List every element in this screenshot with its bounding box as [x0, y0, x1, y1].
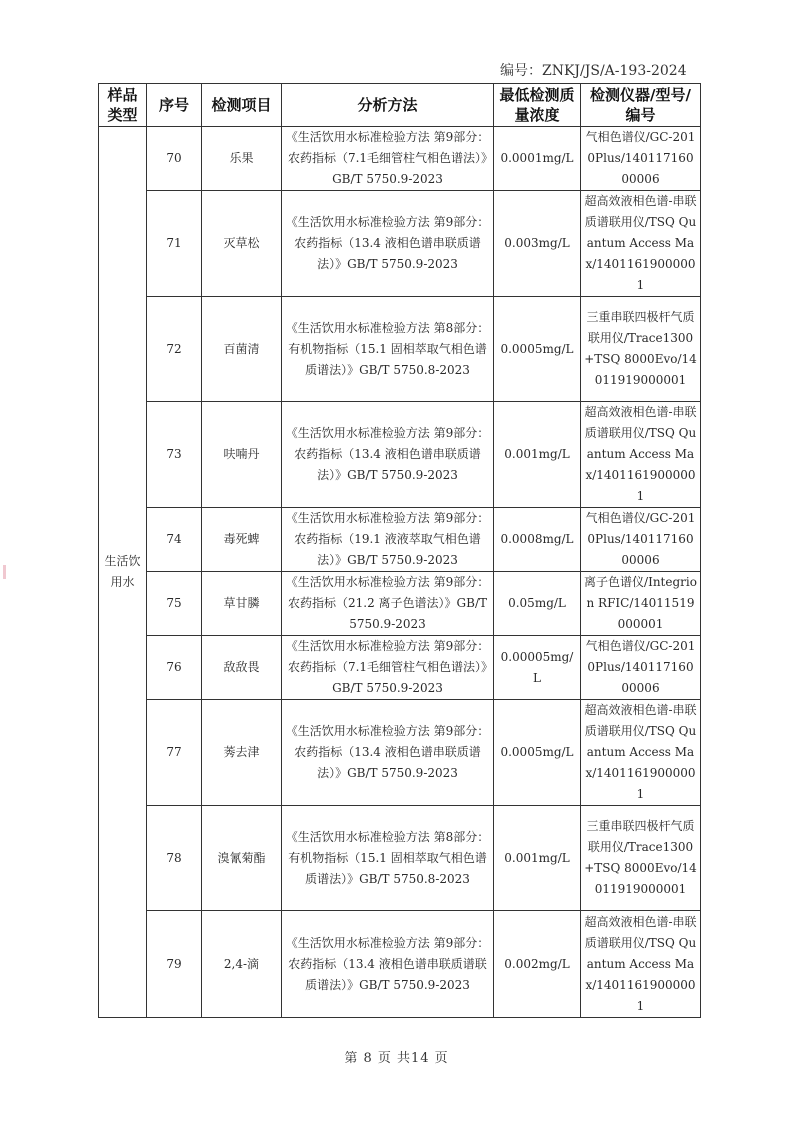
row-instrument: 超高效液相色谱-串联质谱联用仪/TSQ Quantum Access Max/14011619000001	[581, 700, 701, 806]
row-index: 71	[147, 191, 202, 297]
table-row	[99, 572, 701, 636]
table-row	[99, 297, 701, 402]
row-min-conc: 0.001mg/L	[494, 806, 581, 911]
row-item: 呋喃丹	[202, 402, 282, 508]
table-row	[99, 636, 701, 700]
row-min-conc: 0.001mg/L	[494, 402, 581, 508]
row-min-conc: 0.0008mg/L	[494, 508, 581, 572]
row-index: 73	[147, 402, 202, 508]
row-method: 《生活饮用水标准检验方法 第9部分：农药指标（13.4 液相色谱串联质谱法）》GB/T 5750.9-2023	[282, 700, 494, 806]
row-item: 溴氰菊酯	[202, 806, 282, 911]
row-index: 77	[147, 700, 202, 806]
row-method: 《生活饮用水标准检验方法 第9部分：农药指标（21.2 离子色谱法）》GB/T 5750.9-2023	[282, 572, 494, 636]
header-index: 序号	[147, 84, 202, 127]
table-row	[99, 911, 701, 1018]
row-min-conc: 0.0001mg/L	[494, 127, 581, 191]
scan-artifact	[3, 565, 6, 579]
table-row	[99, 700, 701, 806]
row-index: 79	[147, 911, 202, 1018]
row-method: 《生活饮用水标准检验方法 第8部分：有机物指标（15.1 固相萃取气相色谱质谱法）》GB/T 5750.8-2023	[282, 297, 494, 402]
table-row	[99, 806, 701, 911]
row-instrument: 三重串联四极杆气质联用仪/Trace1300+TSQ 8000Evo/14011919000001	[581, 806, 701, 911]
row-item: 百菌清	[202, 297, 282, 402]
header-row	[99, 84, 701, 127]
header-item: 检测项目	[202, 84, 282, 127]
row-item: 2,4-滴	[202, 911, 282, 1018]
table-row	[99, 402, 701, 508]
row-method: 《生活饮用水标准检验方法 第9部分：农药指标（19.1 液液萃取气相色谱法）》GB/T 5750.9-2023	[282, 508, 494, 572]
row-method: 《生活饮用水标准检验方法 第8部分：有机物指标（15.1 固相萃取气相色谱质谱法）》GB/T 5750.8-2023	[282, 806, 494, 911]
row-item: 敌敌畏	[202, 636, 282, 700]
row-instrument: 超高效液相色谱-串联质谱联用仪/TSQ Quantum Access Max/14011619000001	[581, 911, 701, 1018]
row-method: 《生活饮用水标准检验方法 第9部分：农药指标（7.1毛细管柱气相色谱法）》GB/T 5750.9-2023	[282, 636, 494, 700]
row-index: 75	[147, 572, 202, 636]
row-instrument: 三重串联四极杆气质联用仪/Trace1300+TSQ 8000Evo/14011919000001	[581, 297, 701, 402]
row-method: 《生活饮用水标准检验方法 第9部分：农药指标（13.4 液相色谱串联质谱法）》GB/T 5750.9-2023	[282, 402, 494, 508]
row-instrument: 超高效液相色谱-串联质谱联用仪/TSQ Quantum Access Max/14011619000001	[581, 402, 701, 508]
row-instrument: 气相色谱仪/GC-2010Plus/14011716000006	[581, 636, 701, 700]
row-min-conc: 0.002mg/L	[494, 911, 581, 1018]
header-method: 分析方法	[282, 84, 494, 127]
test-methods-table	[98, 83, 701, 1018]
row-item: 草甘膦	[202, 572, 282, 636]
row-min-conc: 0.00005mg/L	[494, 636, 581, 700]
row-min-conc: 0.0005mg/L	[494, 700, 581, 806]
row-min-conc: 0.05mg/L	[494, 572, 581, 636]
row-item: 灭草松	[202, 191, 282, 297]
row-method: 《生活饮用水标准检验方法 第9部分：农药指标（7.1毛细管柱气相色谱法）》GB/T 5750.9-2023	[282, 127, 494, 191]
header-sample-type: 样品类型	[99, 84, 147, 127]
sample-type-cell: 生活饮用水	[99, 127, 147, 1018]
row-instrument: 气相色谱仪/GC-2010Plus/14011716000006	[581, 508, 701, 572]
row-method: 《生活饮用水标准检验方法 第9部分：农药指标（13.4 液相色谱串联质谱联质谱法）》GB/T 5750.9-2023	[282, 911, 494, 1018]
row-item: 毒死蜱	[202, 508, 282, 572]
header-instrument: 检测仪器/型号/编号	[581, 84, 701, 127]
table-row	[99, 127, 701, 191]
row-item: 乐果	[202, 127, 282, 191]
document-code: 编号：ZNKJ/JS/A-193-2024	[500, 63, 687, 79]
row-item: 莠去津	[202, 700, 282, 806]
row-min-conc: 0.0005mg/L	[494, 297, 581, 402]
row-instrument: 超高效液相色谱-串联质谱联用仪/TSQ Quantum Access Max/14011619000001	[581, 191, 701, 297]
table-row	[99, 191, 701, 297]
row-instrument: 离子色谱仪/Integrion RFIC/14011519000001	[581, 572, 701, 636]
row-index: 70	[147, 127, 202, 191]
page-number: 第 8 页 共14 页	[344, 1051, 449, 1066]
row-index: 76	[147, 636, 202, 700]
row-index: 78	[147, 806, 202, 911]
table-row	[99, 508, 701, 572]
row-method: 《生活饮用水标准检验方法 第9部分：农药指标（13.4 液相色谱串联质谱法）》GB/T 5750.9-2023	[282, 191, 494, 297]
row-min-conc: 0.003mg/L	[494, 191, 581, 297]
row-instrument: 气相色谱仪/GC-2010Plus/14011716000006	[581, 127, 701, 191]
row-index: 74	[147, 508, 202, 572]
header-min-conc: 最低检测质量浓度	[494, 84, 581, 127]
row-index: 72	[147, 297, 202, 402]
